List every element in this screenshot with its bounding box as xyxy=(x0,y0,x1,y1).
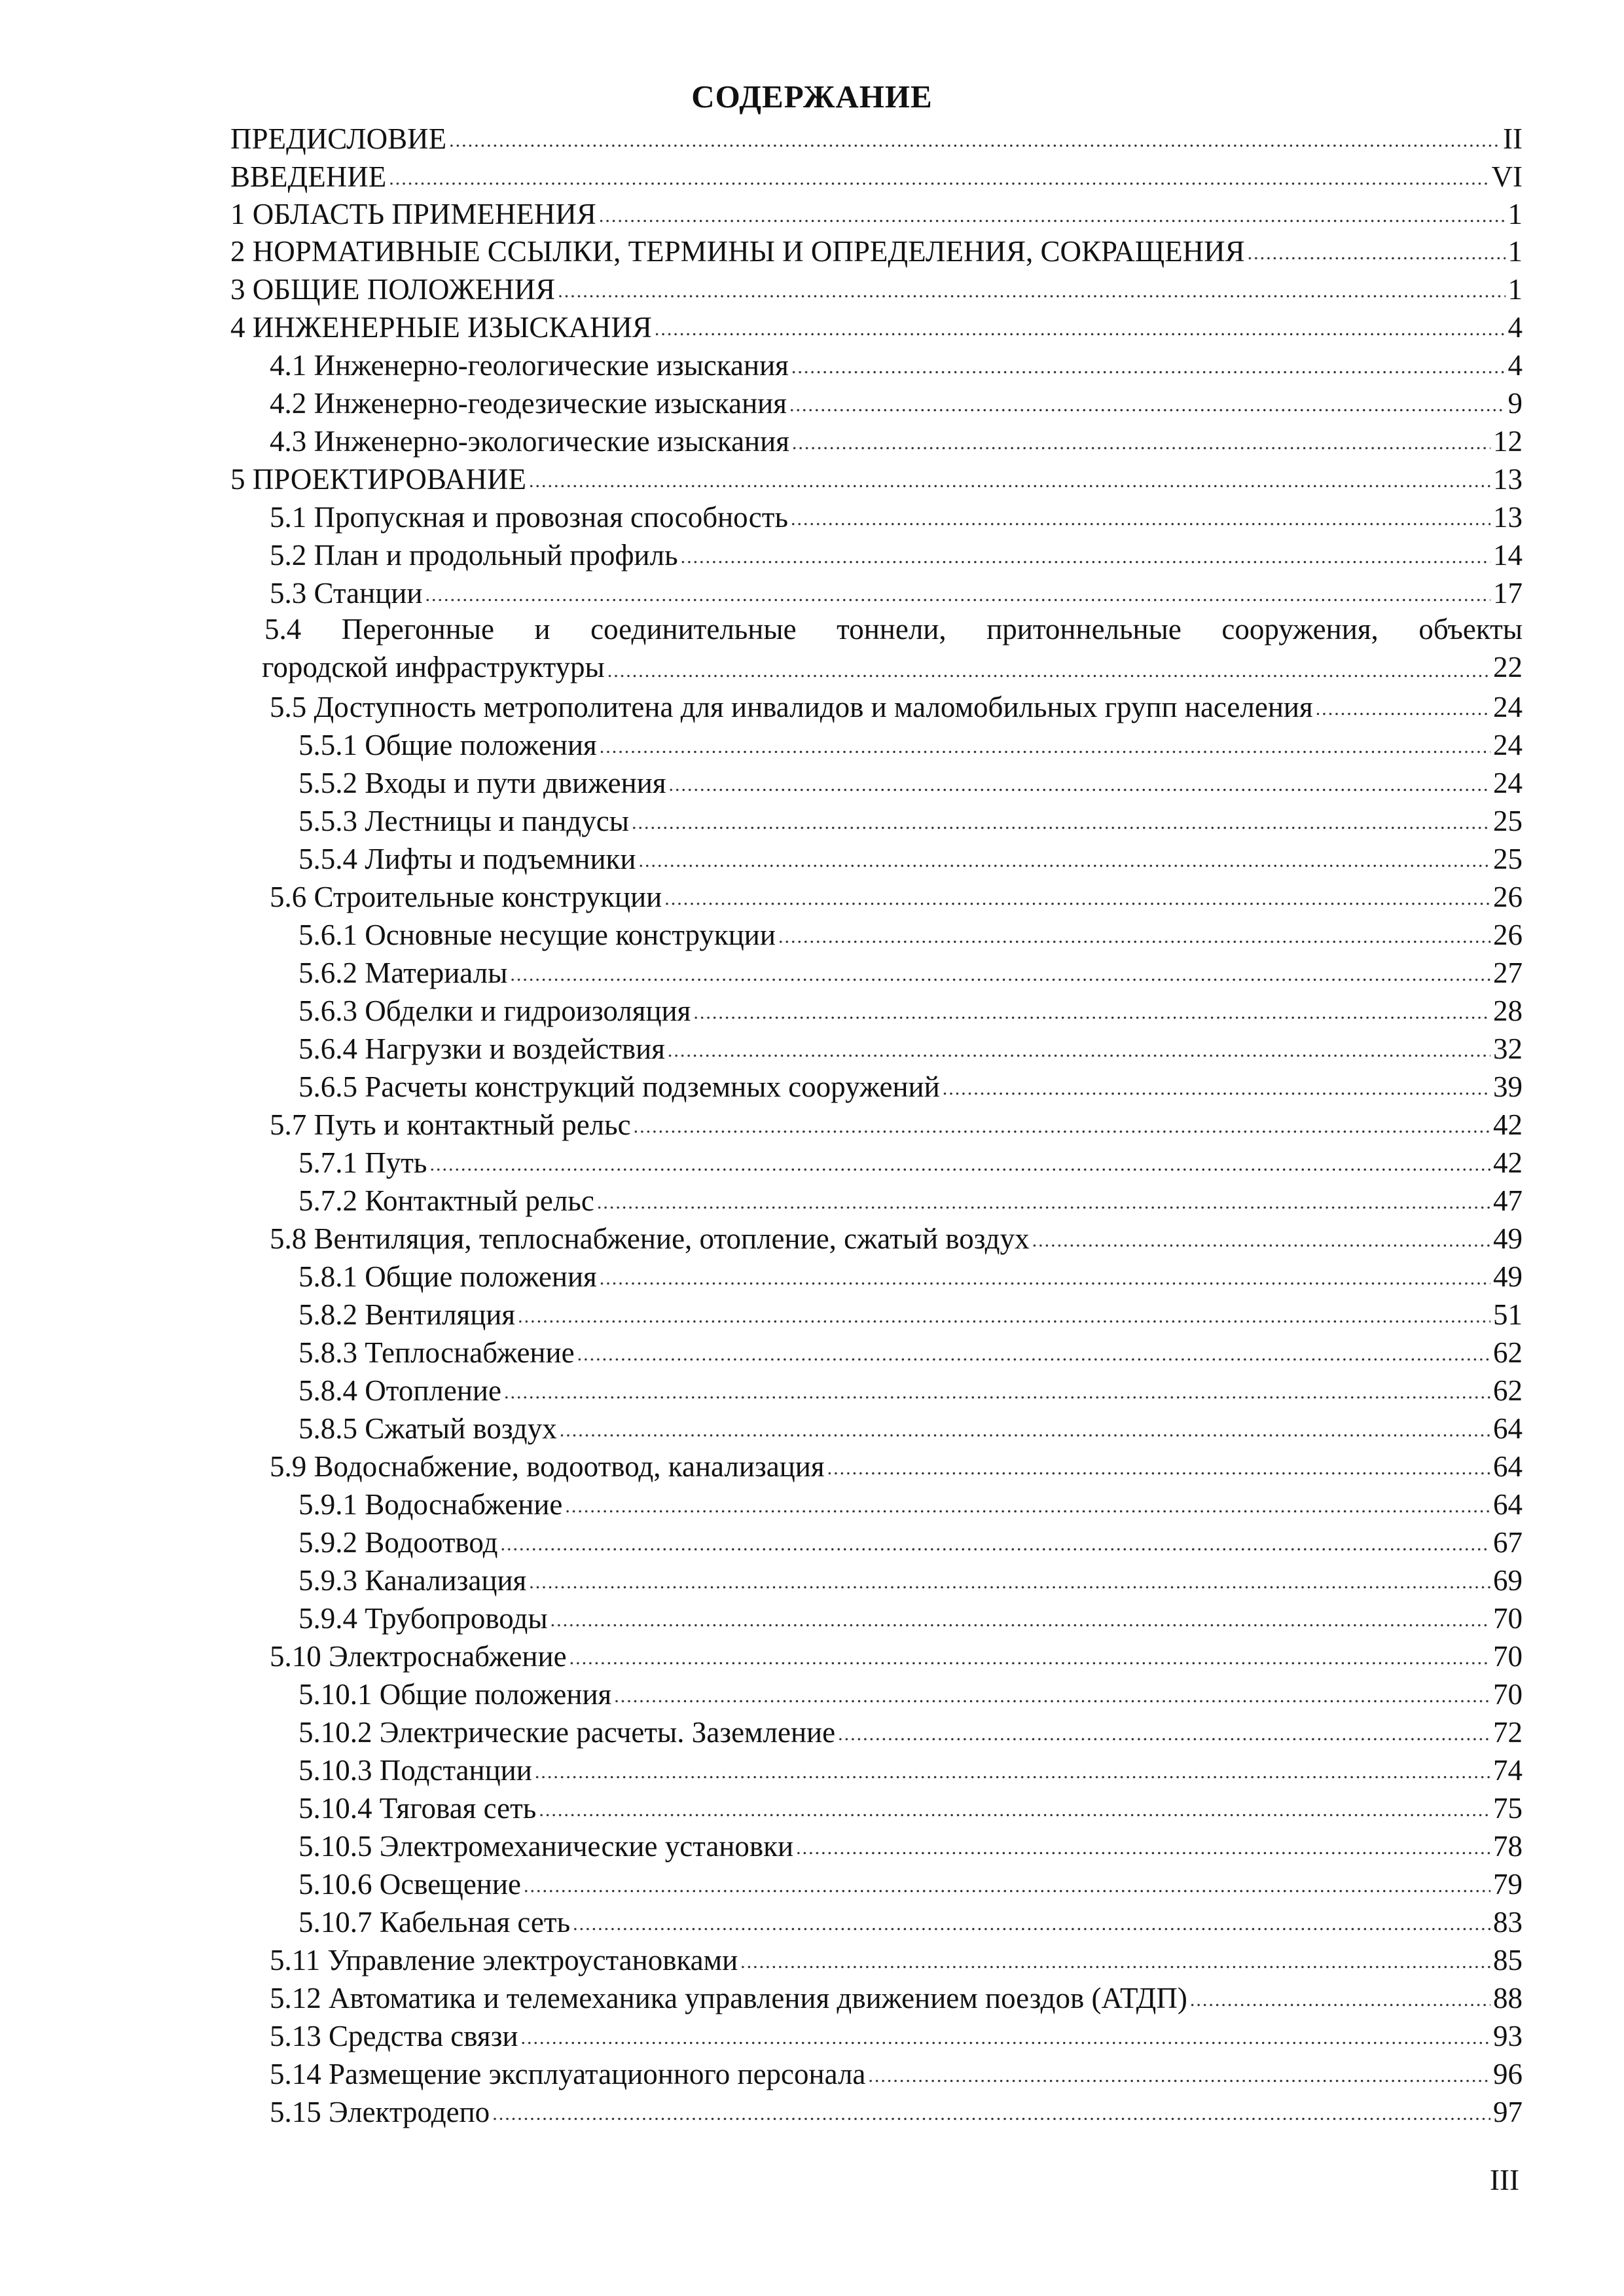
toc-entry-label: 5.6.3 Обделки и гидроизоляция xyxy=(298,994,691,1027)
toc-entry-word: притоннельные xyxy=(986,613,1182,646)
toc-entry-label: 5.10 Электроснабжение xyxy=(270,1640,567,1673)
toc-entry[interactable] xyxy=(264,610,1523,686)
dot-leader xyxy=(597,1190,1490,1218)
toc-entry-page: 9 xyxy=(1507,387,1523,420)
toc-entry-label: 5.8.2 Вентиляция xyxy=(298,1298,516,1331)
toc-entry-label: ВВЕДЕНИЕ xyxy=(230,160,387,193)
toc-entry[interactable] xyxy=(270,496,1523,534)
toc-entry[interactable] xyxy=(298,1332,1523,1370)
dot-leader xyxy=(791,354,1506,382)
toc-entry[interactable] xyxy=(270,1939,1523,1977)
toc-entry-page: 74 xyxy=(1493,1754,1523,1787)
toc-entry-page: 97 xyxy=(1493,2096,1523,2128)
toc-entry-page: 69 xyxy=(1493,1564,1523,1597)
toc-entry-page: 1 xyxy=(1507,235,1523,268)
toc-entry[interactable] xyxy=(298,952,1523,990)
toc-entry-page: 64 xyxy=(1493,1450,1523,1483)
toc-entry[interactable] xyxy=(270,344,1523,382)
toc-entry-page: 49 xyxy=(1493,1222,1523,1255)
toc-entry[interactable] xyxy=(270,1977,1523,2015)
toc-entry-page: 88 xyxy=(1493,1982,1523,2014)
toc-entry-label: 5.8.5 Сжатый воздух xyxy=(298,1412,557,1445)
toc-entry-page: 32 xyxy=(1493,1032,1523,1065)
toc-entry[interactable] xyxy=(298,1028,1523,1066)
dot-leader xyxy=(1316,696,1490,724)
dot-leader xyxy=(535,1759,1490,1787)
toc-entry-page: 4 xyxy=(1507,349,1523,382)
toc-entry-label: 2 НОРМАТИВНЫЕ ССЫЛКИ, ТЕРМИНЫ И ОПРЕДЕЛЕНИЯ, СОКРАЩЕНИЯ xyxy=(230,235,1245,268)
toc-entry[interactable] xyxy=(298,1559,1523,1597)
dot-leader xyxy=(558,278,1505,306)
dot-leader xyxy=(524,1873,1490,1901)
toc-entry-page: 13 xyxy=(1493,501,1523,534)
toc-entry-label-line1 xyxy=(264,610,1523,648)
toc-entry[interactable] xyxy=(298,800,1523,838)
toc-entry-label: 5.10.4 Тяговая сеть xyxy=(298,1792,537,1825)
toc-entry[interactable] xyxy=(270,1104,1523,1142)
toc-entry-page: 26 xyxy=(1493,881,1523,913)
toc-entry-label: 5.11 Управление электроустановками xyxy=(270,1944,738,1977)
toc-entry-label: 4.1 Инженерно-геологические изыскания xyxy=(270,349,789,382)
toc-entry[interactable] xyxy=(298,724,1523,762)
toc-entry-label: 5.9 Водоснабжение, водоотвод, канализация xyxy=(270,1450,825,1483)
dot-leader xyxy=(838,1721,1490,1749)
toc-entry-page: 28 xyxy=(1493,994,1523,1027)
dot-leader xyxy=(389,166,1489,194)
toc-entry-page: 27 xyxy=(1493,957,1523,989)
dot-leader xyxy=(655,316,1506,344)
dot-leader xyxy=(425,582,1490,610)
toc-entry-word: объекты xyxy=(1418,613,1523,646)
toc-entry-label: городской инфраструктуры xyxy=(262,651,605,683)
toc-entry-page: 25 xyxy=(1493,843,1523,875)
toc-entry[interactable] xyxy=(230,230,1523,268)
toc-entry[interactable] xyxy=(298,1408,1523,1446)
toc-entry-page: 51 xyxy=(1493,1298,1523,1331)
toc-entry-label: 5.10.1 Общие положения xyxy=(298,1678,612,1711)
toc-entry[interactable] xyxy=(298,1180,1523,1218)
toc-entry-label: 5.9.4 Трубопроводы xyxy=(298,1602,548,1635)
toc-entry-page: 26 xyxy=(1493,919,1523,951)
dot-leader xyxy=(668,1038,1490,1066)
toc-entry[interactable] xyxy=(298,1711,1523,1749)
dot-leader xyxy=(1190,1987,1490,2015)
toc-entry-label: ПРЕДИСЛОВИЕ xyxy=(230,122,447,155)
dot-leader xyxy=(529,1569,1490,1597)
toc-entry-page: 93 xyxy=(1493,2020,1523,2052)
dot-leader xyxy=(518,1303,1490,1332)
toc-entry-page: VI xyxy=(1491,160,1523,193)
toc-entry-label: 1 ОБЛАСТЬ ПРИМЕНЕНИЯ xyxy=(230,198,596,230)
dot-leader xyxy=(500,1531,1490,1559)
dot-leader xyxy=(664,886,1490,914)
toc-entry-label: 5.8.4 Отопление xyxy=(298,1374,501,1407)
toc-entry-page: 22 xyxy=(1493,651,1523,683)
toc-entry-word: сооружения, xyxy=(1221,613,1379,646)
toc-entry[interactable] xyxy=(270,572,1523,610)
toc-entry-label: 5.6.2 Материалы xyxy=(298,957,508,989)
toc-entry[interactable] xyxy=(298,1749,1523,1787)
toc-entry[interactable] xyxy=(298,914,1523,952)
toc-entry-page: 64 xyxy=(1493,1488,1523,1521)
toc-entry-page: 47 xyxy=(1493,1184,1523,1217)
dot-leader xyxy=(827,1455,1490,1484)
toc-entry-page: 72 xyxy=(1493,1716,1523,1749)
toc-entry-label: 5.6 Строительные конструкции xyxy=(270,881,662,913)
dot-leader xyxy=(565,1493,1490,1522)
toc-entry[interactable] xyxy=(270,1446,1523,1484)
dot-leader xyxy=(681,544,1490,572)
toc-entry-page: 4 xyxy=(1507,311,1523,344)
dot-leader xyxy=(504,1379,1490,1408)
dot-leader xyxy=(868,2063,1490,2091)
toc-entry[interactable] xyxy=(298,1863,1523,1901)
toc-entry-page: 39 xyxy=(1493,1070,1523,1103)
toc-entry-label: 5.8.3 Теплоснабжение xyxy=(298,1336,575,1369)
toc-entry-label: 5.5.2 Входы и пути движения xyxy=(298,767,666,799)
dot-leader xyxy=(614,1683,1490,1711)
toc-entry-page: 24 xyxy=(1493,691,1523,723)
dot-leader xyxy=(577,1341,1490,1370)
toc-entry[interactable] xyxy=(270,1218,1523,1256)
dot-leader xyxy=(1032,1228,1490,1256)
toc-entry-label: 4 ИНЖЕНЕРНЫЕ ИЗЫСКАНИЯ xyxy=(230,311,652,344)
toc-entry[interactable] xyxy=(230,118,1523,156)
toc-entry-label: 5.9.1 Водоснабжение xyxy=(298,1488,563,1521)
toc-entry-page: II xyxy=(1503,122,1523,155)
toc-entry-label: 5.6.4 Нагрузки и воздействия xyxy=(298,1032,665,1065)
toc-entry-page: 62 xyxy=(1493,1374,1523,1407)
toc-entry-label: 5.10.3 Подстанции xyxy=(298,1754,532,1787)
toc-entry-word: Перегонные xyxy=(341,613,494,646)
toc-entry[interactable] xyxy=(230,156,1523,194)
toc-entry-page: 17 xyxy=(1493,577,1523,610)
toc-entry-page: 1 xyxy=(1507,273,1523,306)
toc-entry-page: 70 xyxy=(1493,1640,1523,1673)
dot-leader xyxy=(600,734,1490,762)
toc-entry[interactable] xyxy=(298,1142,1523,1180)
dot-leader xyxy=(539,1797,1490,1825)
toc-entry-label: 5.14 Размещение эксплуатационного персонала xyxy=(270,2058,866,2090)
toc-entry[interactable] xyxy=(270,420,1523,458)
toc-entry-label: 5.10.7 Кабельная сеть xyxy=(298,1906,571,1939)
toc-entry-label: 3 ОБЩИЕ ПОЛОЖЕНИЯ xyxy=(230,273,556,306)
dot-leader xyxy=(573,1911,1490,1939)
toc-entry-label: 5.10.6 Освещение xyxy=(298,1868,521,1901)
toc-entry-page: 13 xyxy=(1493,463,1523,496)
dot-leader xyxy=(560,1417,1490,1446)
dot-leader xyxy=(632,810,1490,838)
dot-leader xyxy=(1248,240,1506,268)
toc-entry-page: 12 xyxy=(1493,425,1523,458)
toc-entry-page: 78 xyxy=(1493,1830,1523,1863)
toc-entry-page: 14 xyxy=(1493,539,1523,572)
toc-entry-label: 5.8 Вентиляция, теплоснабжение, отопление, сжатый воздух xyxy=(270,1222,1030,1255)
dot-leader xyxy=(492,2101,1490,2129)
toc-entry-label: 4.2 Инженерно-геодезические изыскания xyxy=(270,387,787,420)
page-title: СОДЕРЖАНИЕ xyxy=(691,79,933,115)
dot-leader xyxy=(778,924,1490,952)
toc-entry-page: 42 xyxy=(1493,1108,1523,1141)
dot-leader xyxy=(510,962,1490,990)
dot-leader xyxy=(789,392,1506,420)
toc-entry-page: 79 xyxy=(1493,1868,1523,1901)
toc-entry-label: 5.5 Доступность метрополитена для инвалидов и маломобильных групп населения xyxy=(270,691,1313,723)
toc-entry-word: 5.4 xyxy=(264,613,302,646)
toc-entry-label: 5.9.2 Водоотвод xyxy=(298,1526,498,1559)
toc-entry-page: 70 xyxy=(1493,1602,1523,1635)
toc-entry[interactable] xyxy=(298,1901,1523,1939)
dot-leader xyxy=(943,1076,1490,1104)
dot-leader xyxy=(693,1000,1490,1028)
toc-entry-label: 5.12 Автоматика и телемеханика управления движением поездов (АТДП) xyxy=(270,1982,1187,2014)
toc-entry[interactable] xyxy=(298,1787,1523,1825)
toc-entry-label: 5 ПРОЕКТИРОВАНИЕ xyxy=(230,463,527,496)
toc-entry[interactable] xyxy=(270,686,1523,724)
toc-entry-label: 5.6.5 Расчеты конструкций подземных сооружений xyxy=(298,1070,940,1103)
toc-entry-label: 5.9.3 Канализация xyxy=(298,1564,527,1597)
toc-entry-page: 75 xyxy=(1493,1792,1523,1825)
toc-entry[interactable] xyxy=(270,876,1523,914)
dot-leader xyxy=(639,848,1490,876)
toc-entry-word: тоннели, xyxy=(837,613,947,646)
toc-entry[interactable] xyxy=(298,1522,1523,1559)
toc-entry-label: 5.7.1 Путь xyxy=(298,1146,427,1179)
toc-entry-word: и xyxy=(534,613,550,646)
dot-leader xyxy=(529,468,1490,496)
toc-entry[interactable] xyxy=(270,2091,1523,2129)
dot-leader xyxy=(569,1645,1490,1673)
toc-entry[interactable] xyxy=(298,762,1523,800)
toc-entry-page: 24 xyxy=(1493,767,1523,799)
toc-entry[interactable] xyxy=(270,2015,1523,2053)
dot-leader xyxy=(429,1152,1490,1180)
toc-entry-word: соединительные xyxy=(590,613,797,646)
toc-entry-label: 5.10.5 Электромеханические установки xyxy=(298,1830,794,1863)
dot-leader xyxy=(599,203,1506,231)
dot-leader xyxy=(792,430,1490,458)
toc-entry[interactable] xyxy=(298,1256,1523,1294)
toc-entry-label: 5.5.4 Лифты и подъемники xyxy=(298,843,636,875)
toc-entry-label: 5.13 Средства связи xyxy=(270,2020,518,2052)
toc-entry-page: 1 xyxy=(1507,198,1523,230)
toc-entry[interactable] xyxy=(270,534,1523,572)
toc-entry-page: 42 xyxy=(1493,1146,1523,1179)
toc-entry[interactable] xyxy=(298,838,1523,876)
toc-entry-label: 5.5.3 Лестницы и пандусы xyxy=(298,805,629,837)
dot-leader xyxy=(449,128,1500,156)
toc-entry[interactable] xyxy=(298,1597,1523,1635)
toc-entry-label: 5.7 Путь и контактный рельс xyxy=(270,1108,631,1141)
toc-entry[interactable] xyxy=(230,306,1523,344)
dot-leader xyxy=(607,658,1490,686)
toc-entry-label: 5.7.2 Контактный рельс xyxy=(298,1184,594,1217)
toc-entry[interactable] xyxy=(298,1825,1523,1863)
toc-entry-page: 49 xyxy=(1493,1260,1523,1293)
toc-entry-label: 5.15 Электродепо xyxy=(270,2096,490,2128)
toc-entry-label: 5.8.1 Общие положения xyxy=(298,1260,597,1293)
dot-leader xyxy=(600,1266,1490,1294)
dot-leader xyxy=(669,772,1490,800)
toc-entry-page: 24 xyxy=(1493,729,1523,761)
toc-entry[interactable] xyxy=(270,2053,1523,2091)
toc-entry-label: 5.5.1 Общие положения xyxy=(298,729,597,761)
dot-leader xyxy=(521,2025,1491,2053)
toc-entry-label: 5.2 План и продольный профиль xyxy=(270,539,678,572)
toc-entry[interactable] xyxy=(298,1484,1523,1522)
toc-entry-label: 5.10.2 Электрические расчеты. Заземление xyxy=(298,1716,836,1749)
dot-leader xyxy=(791,506,1490,534)
toc-entry-page: 25 xyxy=(1493,805,1523,837)
toc-entry[interactable] xyxy=(298,1066,1523,1104)
toc-entry-label: 5.1 Пропускная и провозная способность xyxy=(270,501,788,534)
toc-entry-page: 67 xyxy=(1493,1526,1523,1559)
toc-entry[interactable] xyxy=(298,1370,1523,1408)
toc-entry[interactable] xyxy=(298,1294,1523,1332)
toc-entry[interactable] xyxy=(270,1635,1523,1673)
toc-entry[interactable] xyxy=(230,268,1523,306)
page-number: III xyxy=(1490,2164,1519,2196)
dot-leader xyxy=(634,1114,1490,1142)
toc-entry-page: 62 xyxy=(1493,1336,1523,1369)
toc-entry-page: 83 xyxy=(1493,1906,1523,1939)
toc-entry-label: 5.3 Станции xyxy=(270,577,423,610)
dot-leader xyxy=(550,1607,1490,1635)
toc-entry-page: 64 xyxy=(1493,1412,1523,1445)
toc-entry-label: 4.3 Инженерно-экологические изыскания xyxy=(270,425,789,458)
toc-entry-page: 70 xyxy=(1493,1678,1523,1711)
toc-entry[interactable] xyxy=(230,458,1523,496)
toc-entry[interactable] xyxy=(298,1673,1523,1711)
toc-entry-label: 5.6.1 Основные несущие конструкции xyxy=(298,919,776,951)
dot-leader xyxy=(796,1835,1490,1863)
toc-entry-page: 96 xyxy=(1493,2058,1523,2090)
toc-entry[interactable] xyxy=(270,382,1523,420)
toc-entry[interactable] xyxy=(298,990,1523,1028)
dot-leader xyxy=(740,1949,1490,1977)
toc-entry-page: 85 xyxy=(1493,1944,1523,1977)
toc-entry[interactable] xyxy=(230,193,1523,231)
